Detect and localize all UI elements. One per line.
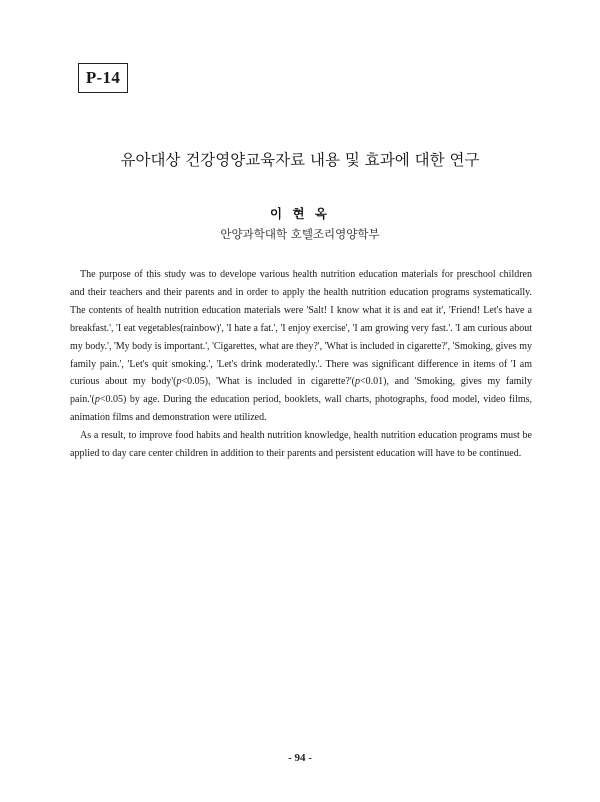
- poster-label-text: P-14: [85, 68, 121, 87]
- abstract: [70, 266, 532, 463]
- p-value-symbol: p: [354, 376, 360, 388]
- p-value-symbol: p: [176, 376, 182, 388]
- poster-label: [78, 63, 128, 93]
- author-affiliation: 안양과학대학 호텔조리영양학부: [220, 227, 380, 241]
- author-name: 이 현 옥: [270, 206, 330, 221]
- abstract-paragraph-2: As a result, to improve food habits and health nutrition knowledge, health nutrition education programs must be applied to day care center children in addition to their parents and persistent education will have to be continued.: [70, 430, 532, 460]
- abstract-text: <0.05) by age. During the education period, booklets, wall charts, photographs, food model, video films, animation films and demonstration were utilized.: [70, 394, 532, 424]
- paper-title: 유아대상 건강영양교육자료 내용 및 효과에 대한 연구: [120, 151, 480, 169]
- abstract-text: The purpose of this study was to develope various health nutrition education materials for preschool children and their teachers and their parents and in order to apply the health nutrition education programs systematically. The contents of health nutrition education materials were 'Salt! I know what it is and eat it', 'Friend! Let's have a breakfast.', 'I eat vegetables(rainbow)', 'I hate a fat.', 'I enjoy exercise', 'I am growing very fast.'. 'I am curious about my body.', 'My body is important.', 'Cigarettes, what are they?', 'What is included in cigarette?', 'Smoking, gives my family pain.', 'Let's quit smoking.', 'Let's drink moderatedly.'. There was significant difference in items of 'I am curious about my body'(: [70, 269, 532, 388]
- abstract-text: <0.05), 'What is included in cigarette?'(: [181, 376, 355, 388]
- p-value-symbol: p: [94, 394, 100, 406]
- abstract-text: <0.01), and 'Smoking, gives my family pain.'(: [70, 376, 532, 406]
- abstract-paragraph-1: [70, 266, 532, 427]
- page-number: - 94 -: [288, 752, 312, 764]
